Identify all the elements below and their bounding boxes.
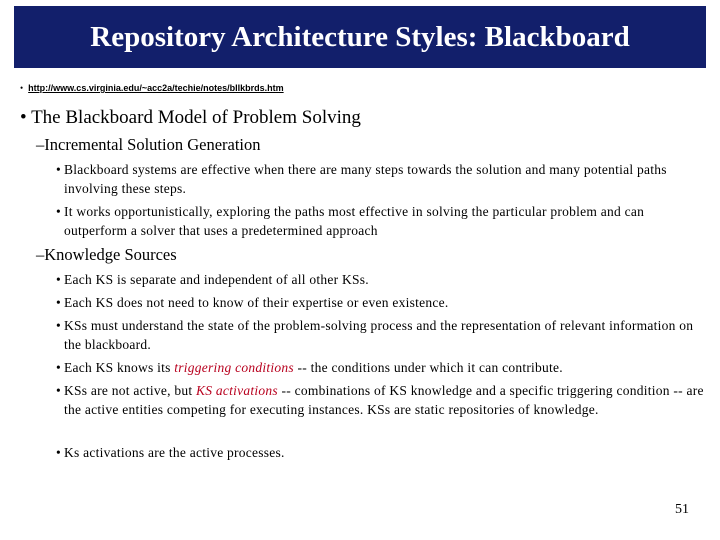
list-item xyxy=(56,293,704,312)
list-item-text: Each KS is separate and independent of all other KSs. xyxy=(64,272,369,287)
list-item-text: KSs must understand the state of the problem-solving process and the representation of relevant information on the blackboard. xyxy=(64,318,694,352)
list-item-text: Each KS knows its triggering conditions -- the conditions under which it can contribute. xyxy=(64,360,563,375)
list-item xyxy=(56,202,704,240)
list-item xyxy=(56,358,704,377)
bullet-icon: • xyxy=(56,445,61,460)
list-item xyxy=(56,316,704,354)
main-bullet xyxy=(20,106,361,130)
section-heading-knowledge-sources: –Knowledge Sources xyxy=(36,245,177,264)
list-item xyxy=(56,270,704,289)
highlight-ks-activations: KS activations xyxy=(195,383,278,398)
url-line xyxy=(20,82,284,94)
list-item xyxy=(56,160,704,198)
highlight-triggering-conditions: triggering conditions xyxy=(174,360,294,375)
main-bullet-text: The Blackboard Model of Problem Solving xyxy=(31,107,361,128)
bullet-icon: • xyxy=(56,383,61,398)
source-link[interactable]: http://www.cs.virginia.edu/~acc2a/techie/notes/bllkbrds.htm xyxy=(28,83,284,93)
bullet-icon: • xyxy=(56,162,61,177)
bullet-icon: • xyxy=(20,107,27,128)
list-item-text: Each KS does not need to know of their expertise or even existence. xyxy=(64,295,449,310)
section-heading-incremental: –Incremental Solution Generation xyxy=(36,135,261,154)
bullet-icon: • xyxy=(56,204,61,219)
list-item-text: KSs are not active, but KS activations -- combinations of KS knowledge and a specific triggering condition -- are the active entities competing for executing instances. KSs are static repositories of knowledge. xyxy=(64,383,704,417)
list-item-text: It works opportunistically, exploring the paths most effective in solving the particular problem and can outperform a solver that uses a predetermined approach xyxy=(64,204,645,238)
page-number: 51 xyxy=(675,502,689,517)
bullet-icon: • xyxy=(56,318,61,333)
list-item-text: Blackboard systems are effective when there are many steps towards the solution and many potential paths involving these steps. xyxy=(64,162,667,196)
title-bar xyxy=(14,6,706,68)
list-item xyxy=(56,381,704,419)
bullet-icon: • xyxy=(56,360,61,375)
bullet-icon: • xyxy=(56,295,61,310)
list-item xyxy=(56,443,704,462)
bullet-icon: • xyxy=(56,272,61,287)
list-item-text: Ks activations are the active processes. xyxy=(64,445,285,460)
slide-title: Repository Architecture Styles: Blackboard xyxy=(90,20,630,53)
bullet-icon: • xyxy=(20,83,24,93)
